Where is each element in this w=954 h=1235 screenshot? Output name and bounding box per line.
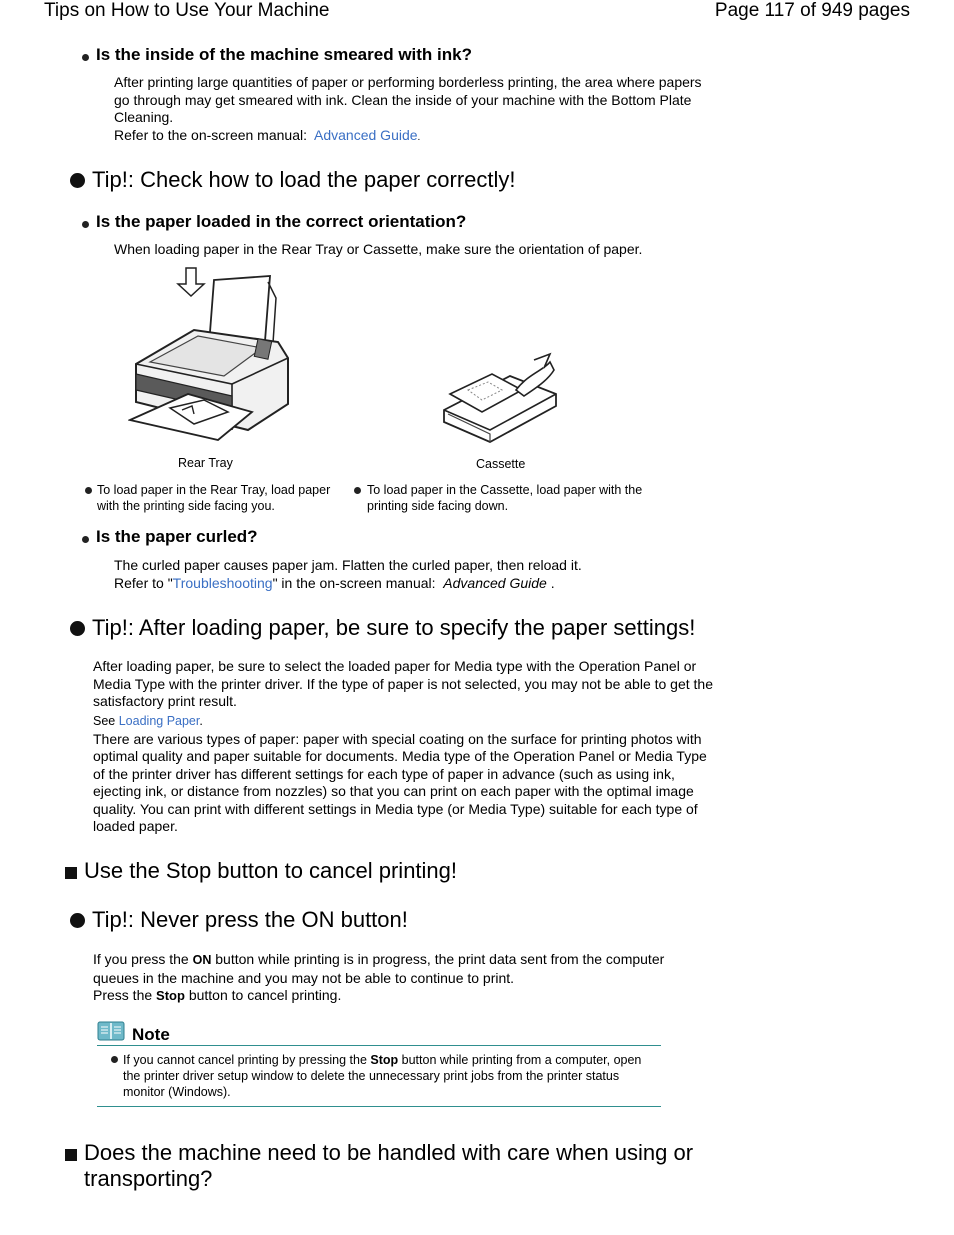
bullet-icon (111, 1056, 118, 1063)
bullet-icon (82, 221, 89, 228)
bullet-icon (354, 487, 361, 494)
note-text: If you cannot cancel printing by pressing the Stop button while printing from a computer, open the printer driver setup window to delete the unnecessary print jobs from the printer status monitor (Windows). (123, 1053, 642, 1099)
bullet-icon (82, 54, 89, 61)
rear-tray-note: To load paper in the Rear Tray, load paper with the printing side facing you. (97, 483, 331, 513)
rear-tray-printer-illustration (128, 262, 298, 442)
bullet-icon (70, 913, 85, 928)
caption-cassette: Cassette (476, 457, 526, 471)
on-button-text: If you press the ON button while printing is in progress, the print data sent from the computer queues in the machine and you may not be able to continue to print. Press the Stop button to cancel printing. (93, 951, 665, 1003)
bullet-icon (85, 487, 92, 494)
bullet-icon (82, 536, 89, 543)
page-number: Page 117 of 949 pages (714, 0, 910, 21)
bullet-icon (70, 173, 85, 188)
advanced-guide-link[interactable]: Advanced Guide (314, 126, 418, 143)
question-heading-curled: Is the paper curled? (96, 527, 258, 546)
cassette-illustration (438, 350, 562, 450)
section-heading-stop: Use the Stop button to cancel printing! (84, 858, 458, 883)
page-header-title: Tips on How to Use Your Machine (44, 0, 330, 21)
paper-settings-text: After loading paper, be sure to select the loaded paper for Media type with the Operation Panel or Media Type with the printer driver. If the type of paper is not selected, you may not be able to get the satisfactory print result. See Loading Paper. There are various types of paper: paper with special coating on the surface for printing photos with optimal quality and paper suitable for documents. Media type of the Operation Panel or Media Type of the printer driver has different settings for each type of paper in advance (such as using ink, ejecting ink, or distance from nozzles) so that you can print on each paper with the optimal image quality. You can print with different settings in Media type (or Media Type) suitable for each type of loaded paper. (93, 658, 713, 834)
question-heading-orientation: Is the paper loaded in the correct orientation? (96, 212, 467, 231)
troubleshooting-link[interactable]: Troubleshooting (172, 574, 273, 591)
curled-text: The curled paper causes paper jam. Flatten the curled paper, then reload it. Refer to "Troubleshooting" in the on-screen manual: Advanced Guide . (114, 557, 582, 591)
tip-heading-load-paper: Tip!: Check how to load the paper correctly! (92, 167, 516, 192)
note-title: Note (132, 1025, 170, 1044)
note-bottom-rule (97, 1106, 661, 1107)
smeared-text: After printing large quantities of paper or performing borderless printing, the area where papers go through may get smeared with ink. Clean the inside of your machine with the Bottom Plate Cleaning. Refer to the on-screen manual: Advanced Guide. (114, 74, 702, 143)
question-heading-smeared: Is the inside of the machine smeared with ink? (96, 45, 472, 64)
caption-rear-tray: Rear Tray (178, 456, 233, 470)
square-bullet-icon (65, 867, 77, 879)
bullet-icon (70, 621, 85, 636)
tip-heading-on-button: Tip!: Never press the ON button! (92, 907, 408, 932)
tip-heading-paper-settings: Tip!: After loading paper, be sure to specify the paper settings! (92, 615, 696, 640)
orientation-text: When loading paper in the Rear Tray or Cassette, make sure the orientation of paper. (114, 241, 643, 257)
note-book-icon (97, 1020, 125, 1042)
square-bullet-icon (65, 1149, 77, 1161)
note-top-rule (97, 1045, 661, 1046)
section-heading-care: Does the machine need to be handled with care when using or transporting? (84, 1140, 694, 1191)
loading-paper-link[interactable]: Loading Paper (118, 713, 200, 728)
cassette-note: To load paper in the Cassette, load paper with the printing side facing down. (367, 483, 643, 513)
